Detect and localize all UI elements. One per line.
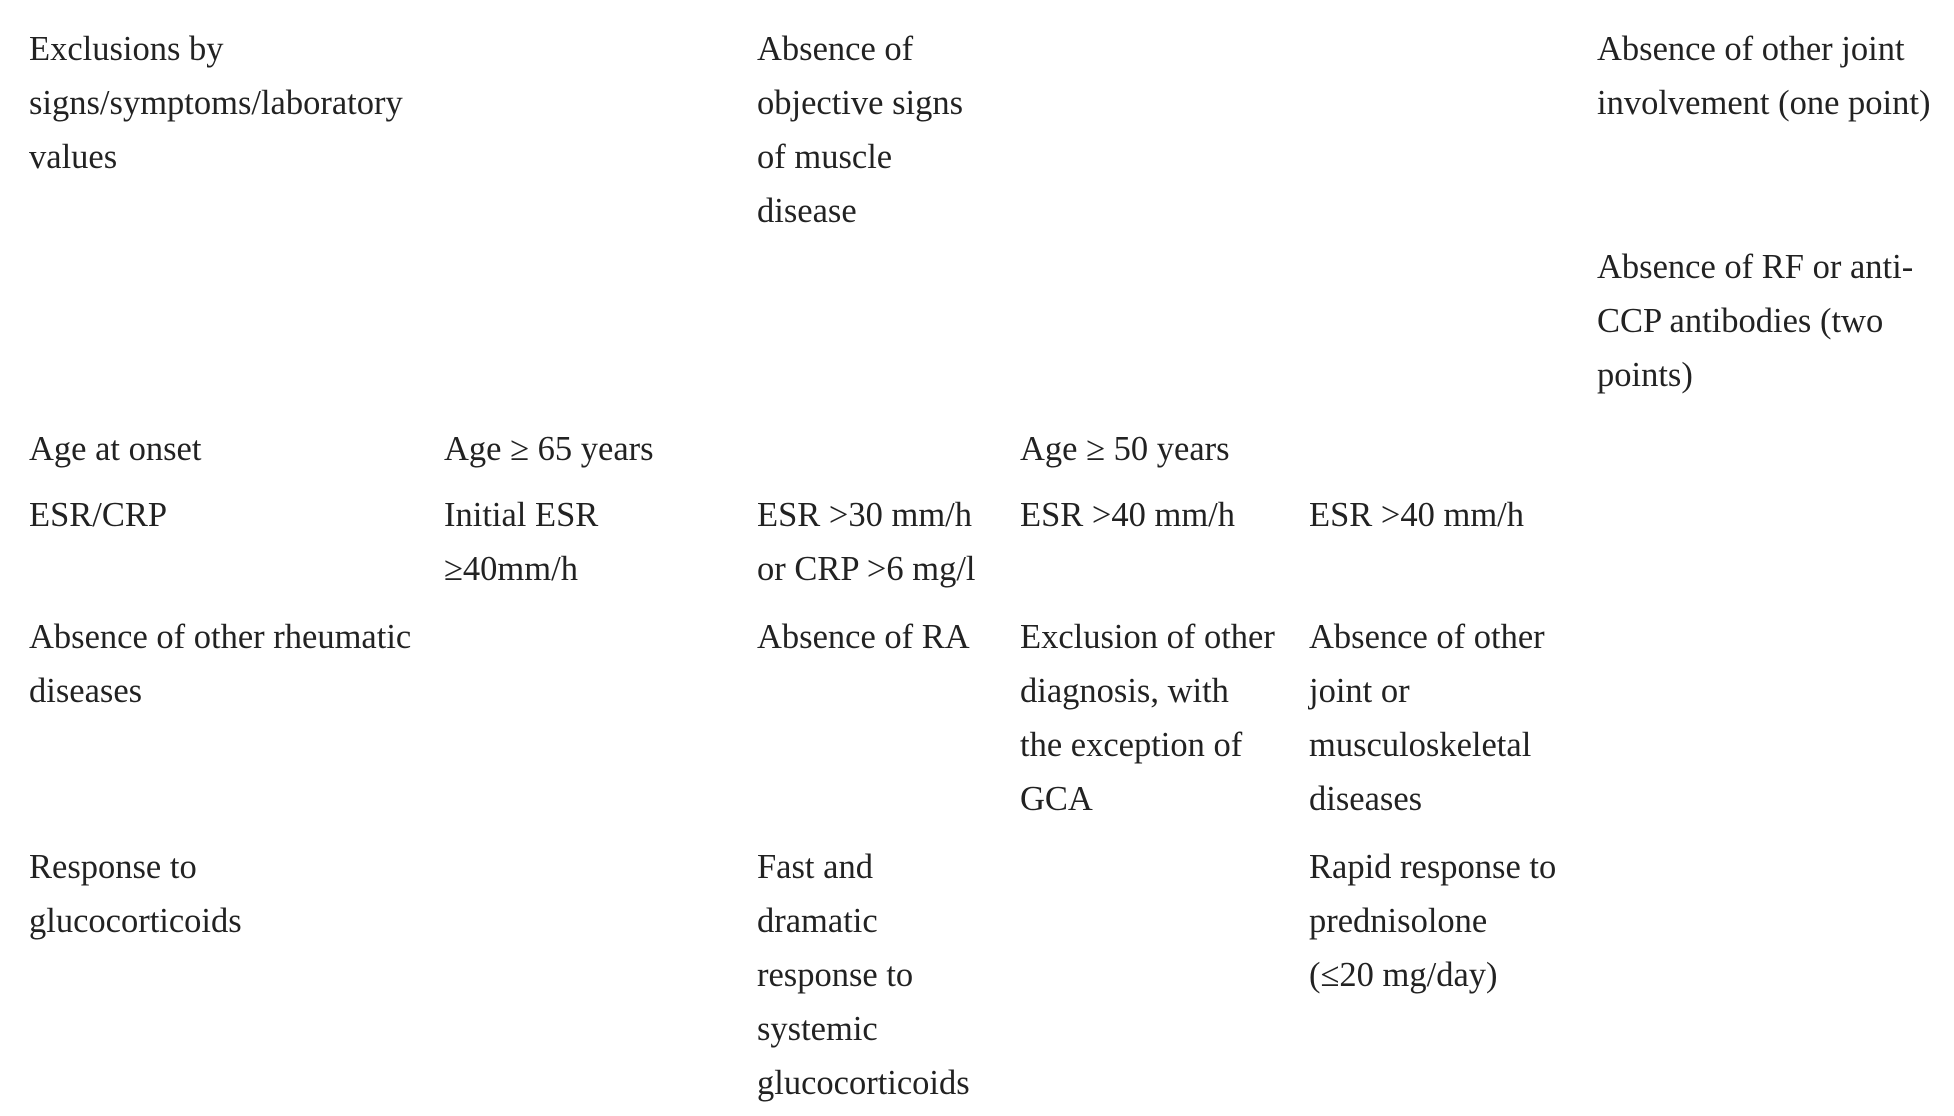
cell-line: Exclusion of other [1020,618,1275,656]
cell-line: disease [757,192,857,230]
cell-line: involvement (one point) [1597,84,1931,122]
cell-line: Exclusions by [29,30,224,68]
table-row-age-at-onset [0,422,1954,488]
cell-line: diseases [1309,780,1423,818]
cell-line: Absence of other rheumatic [29,618,412,656]
cell-age-col3 [1020,422,1309,476]
cell-line: Rapid response to [1309,848,1557,886]
cell-line: Response to [29,848,197,886]
cell-esr-col3 [1020,488,1309,542]
cell-line: glucocorticoids [29,902,242,940]
cell-line: glucocorticoids [757,1064,970,1102]
cell-line: signs/symptoms/laboratory [29,84,403,122]
cell-line: Absence of other [1309,618,1545,656]
cell-line: ESR >40 mm/h [1020,496,1235,534]
table-row-response-glucocorticoids [0,840,1954,1116]
cell-line: Initial ESR [444,496,599,534]
cell-line: ESR >40 mm/h [1309,496,1524,534]
cell-response-col4 [1309,840,1597,1002]
cell-line: response to [757,956,914,994]
cell-esr-col2 [757,488,1020,596]
cell-age-col1 [444,422,757,476]
row-label-age-at-onset [0,422,444,476]
cell-line: dramatic [757,902,878,940]
cell-line: joint or [1309,672,1410,710]
cell-line: systemic [757,1010,878,1048]
cell-other-col3 [1020,610,1309,826]
cell-line: diseases [29,672,143,710]
cell-line: values [29,138,118,176]
cell-exclusions-col2 [757,22,1020,238]
cell-line: Age at onset [29,430,202,468]
table-row-other-rheumatic [0,610,1954,840]
cell-line: Age ≥ 65 years [444,430,654,468]
cell-line: Absence of [757,30,914,68]
table-row-esr-crp [0,488,1954,610]
table-row-rf-anti-ccp [0,240,1954,422]
cell-exclusions-col5 [1597,22,1954,130]
cell-line: (≤20 mg/day) [1309,956,1498,994]
cell-esr-col1 [444,488,757,596]
row-label-response [0,840,444,948]
cell-line: CCP antibodies (two [1597,302,1884,340]
cell-line: musculoskeletal [1309,726,1532,764]
cell-line: ESR/CRP [29,496,168,534]
cell-line: GCA [1020,780,1093,818]
row-label-exclusions [0,22,444,184]
cell-line: Absence of other joint [1597,30,1905,68]
cell-line: prednisolone [1309,902,1488,940]
cell-line: Absence of RF or anti- [1597,248,1914,286]
cell-line: points) [1597,356,1693,394]
cell-line: ESR >30 mm/h [757,496,972,534]
cell-esr-col4 [1309,488,1597,542]
row-label-esr-crp [0,488,444,542]
cell-line: ≥40mm/h [444,550,578,588]
cell-response-col2 [757,840,1020,1110]
cell-line: of muscle [757,138,893,176]
cell-other-col4 [1309,610,1597,826]
cell-other-col2 [757,610,1020,664]
cell-line: the exception of [1020,726,1243,764]
row-label-other-rheumatic [0,610,444,718]
cell-line: Age ≥ 50 years [1020,430,1230,468]
cell-line: Absence of RA [757,618,970,656]
cell-line: diagnosis, with [1020,672,1229,710]
table-row-exclusions [0,0,1954,240]
cell-line: objective signs [757,84,964,122]
cell-rf-col5 [1597,240,1954,402]
cell-line: Fast and [757,848,873,886]
cell-line: or CRP >6 mg/l [757,550,976,588]
